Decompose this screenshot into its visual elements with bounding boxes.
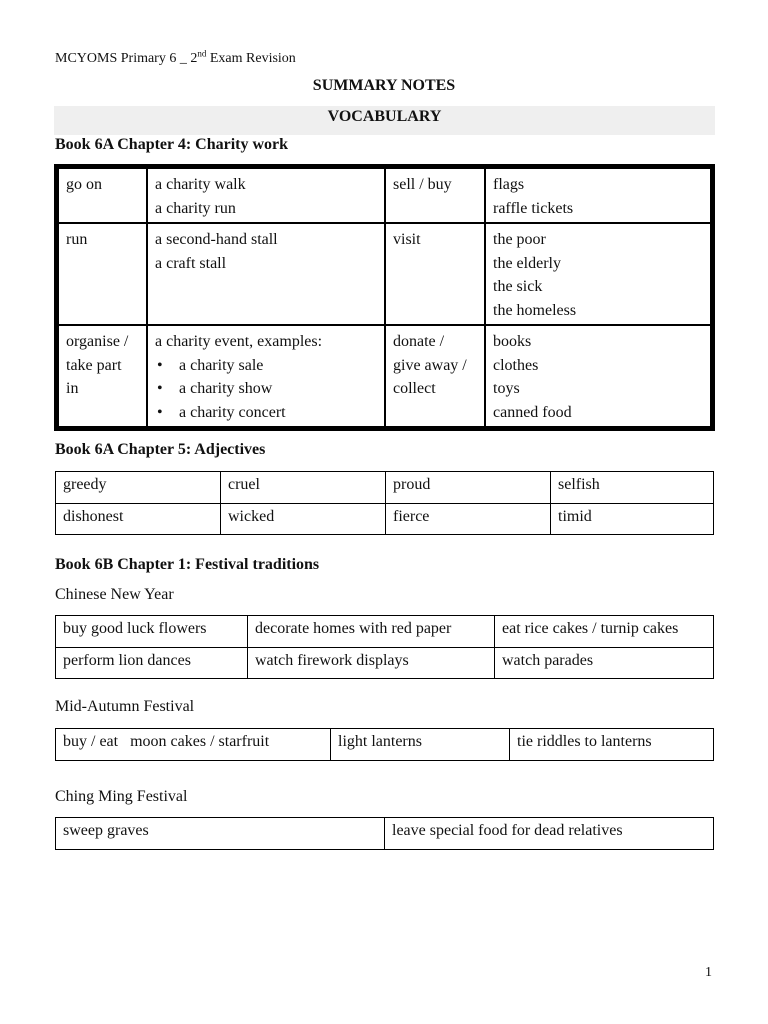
festival-traditions-heading: Book 6B Chapter 1: Festival traditions	[55, 556, 320, 573]
charity-work-heading: Book 6A Chapter 4: Charity work	[55, 136, 289, 153]
cell-text-line: sell / buy	[393, 176, 452, 193]
list-item: • a charity concert	[155, 401, 377, 425]
cell-text-line: organise /	[66, 333, 129, 350]
cell-text-line: canned food	[493, 403, 572, 421]
table-row	[59, 169, 710, 223]
charity-work-table	[54, 164, 715, 431]
adjectives-heading: Book 6A Chapter 5: Adjectives	[55, 441, 266, 458]
table-cell: leave special food for dead relatives	[385, 818, 714, 850]
table-row	[56, 472, 714, 504]
cell-text-line: the homeless	[493, 301, 577, 319]
table-cell: fierce	[386, 503, 551, 535]
table-cell	[385, 223, 485, 325]
table-cell	[147, 169, 385, 223]
table-cell	[59, 223, 147, 325]
table-cell: buy good luck flowers	[56, 616, 248, 648]
cell-text-line: give away /	[393, 356, 467, 374]
ching-ming-festival-table	[55, 817, 714, 850]
table-cell	[59, 169, 147, 223]
cell-text-line: flags	[493, 176, 525, 193]
header-text: MCYOMS Primary 6 _ 2	[55, 51, 198, 66]
cell-text-line: take part	[66, 356, 122, 374]
table-row	[56, 647, 714, 679]
table-cell: sweep graves	[56, 818, 385, 850]
table-cell	[485, 325, 710, 426]
page-number: 1	[705, 965, 712, 980]
table-cell: watch parades	[495, 647, 714, 679]
cell-text-line: run	[66, 231, 88, 248]
summary-notes-title: SUMMARY NOTES	[312, 77, 456, 94]
cell-text-line: a charity event, examples:	[155, 333, 323, 350]
table-row	[59, 325, 710, 426]
table-cell: buy / eat moon cakes / starfruit	[56, 729, 331, 761]
cell-text-line: visit	[393, 231, 421, 248]
cell-text-line: a craft stall	[155, 254, 227, 272]
table-row	[56, 729, 714, 761]
cell-text-line: in	[66, 380, 79, 397]
list-item: • a charity sale	[155, 354, 377, 378]
table-cell: tie riddles to lanterns	[510, 729, 714, 761]
table-cell	[147, 223, 385, 325]
cell-text-line: collect	[393, 380, 436, 397]
table-cell: greedy	[56, 472, 221, 504]
charity-event-examples-list	[155, 354, 377, 425]
table-cell	[485, 169, 710, 223]
cell-text-line: books	[493, 333, 532, 350]
chinese-new-year-table	[55, 615, 714, 679]
table-cell: watch firework displays	[248, 647, 495, 679]
chinese-new-year-label: Chinese New Year	[55, 586, 174, 603]
table-cell: wicked	[221, 503, 386, 535]
table-row	[59, 223, 710, 325]
cell-text-line: go on	[66, 176, 102, 193]
cell-text-line: a charity walk	[155, 176, 246, 193]
table-cell	[385, 169, 485, 223]
table-row	[56, 616, 714, 648]
cell-text-line: raffle tickets	[493, 199, 574, 217]
document-header	[55, 48, 296, 67]
table-cell: eat rice cakes / turnip cakes	[495, 616, 714, 648]
vocabulary-title: VOCABULARY	[54, 106, 715, 135]
cell-text-line: the sick	[493, 278, 543, 295]
table-row	[56, 818, 714, 850]
table-cell: decorate homes with red paper	[248, 616, 495, 648]
ching-ming-festival-label: Ching Ming Festival	[55, 788, 188, 805]
cell-text-line: a charity run	[155, 199, 236, 217]
adjectives-table	[55, 471, 714, 535]
table-cell	[147, 325, 385, 426]
header-text-end: Exam Revision	[206, 51, 296, 66]
table-cell	[59, 325, 147, 426]
cell-text-line: the elderly	[493, 254, 561, 272]
table-cell	[485, 223, 710, 325]
table-cell: perform lion dances	[56, 647, 248, 679]
header-superscript: nd	[197, 48, 207, 59]
cell-text-line: the poor	[493, 231, 546, 248]
table-cell: proud	[386, 472, 551, 504]
table-cell: dishonest	[56, 503, 221, 535]
cell-text-line: clothes	[493, 356, 539, 374]
mid-autumn-festival-table	[55, 728, 714, 761]
list-item: • a charity show	[155, 377, 377, 401]
cell-text-line: toys	[493, 380, 520, 397]
cell-text-line: donate /	[393, 333, 445, 350]
table-cell: timid	[551, 503, 714, 535]
table-cell	[385, 325, 485, 426]
table-row	[56, 503, 714, 535]
mid-autumn-festival-label: Mid-Autumn Festival	[55, 698, 195, 715]
table-cell: light lanterns	[331, 729, 510, 761]
table-cell: selfish	[551, 472, 714, 504]
cell-text-line: a second-hand stall	[155, 231, 278, 248]
table-cell: cruel	[221, 472, 386, 504]
